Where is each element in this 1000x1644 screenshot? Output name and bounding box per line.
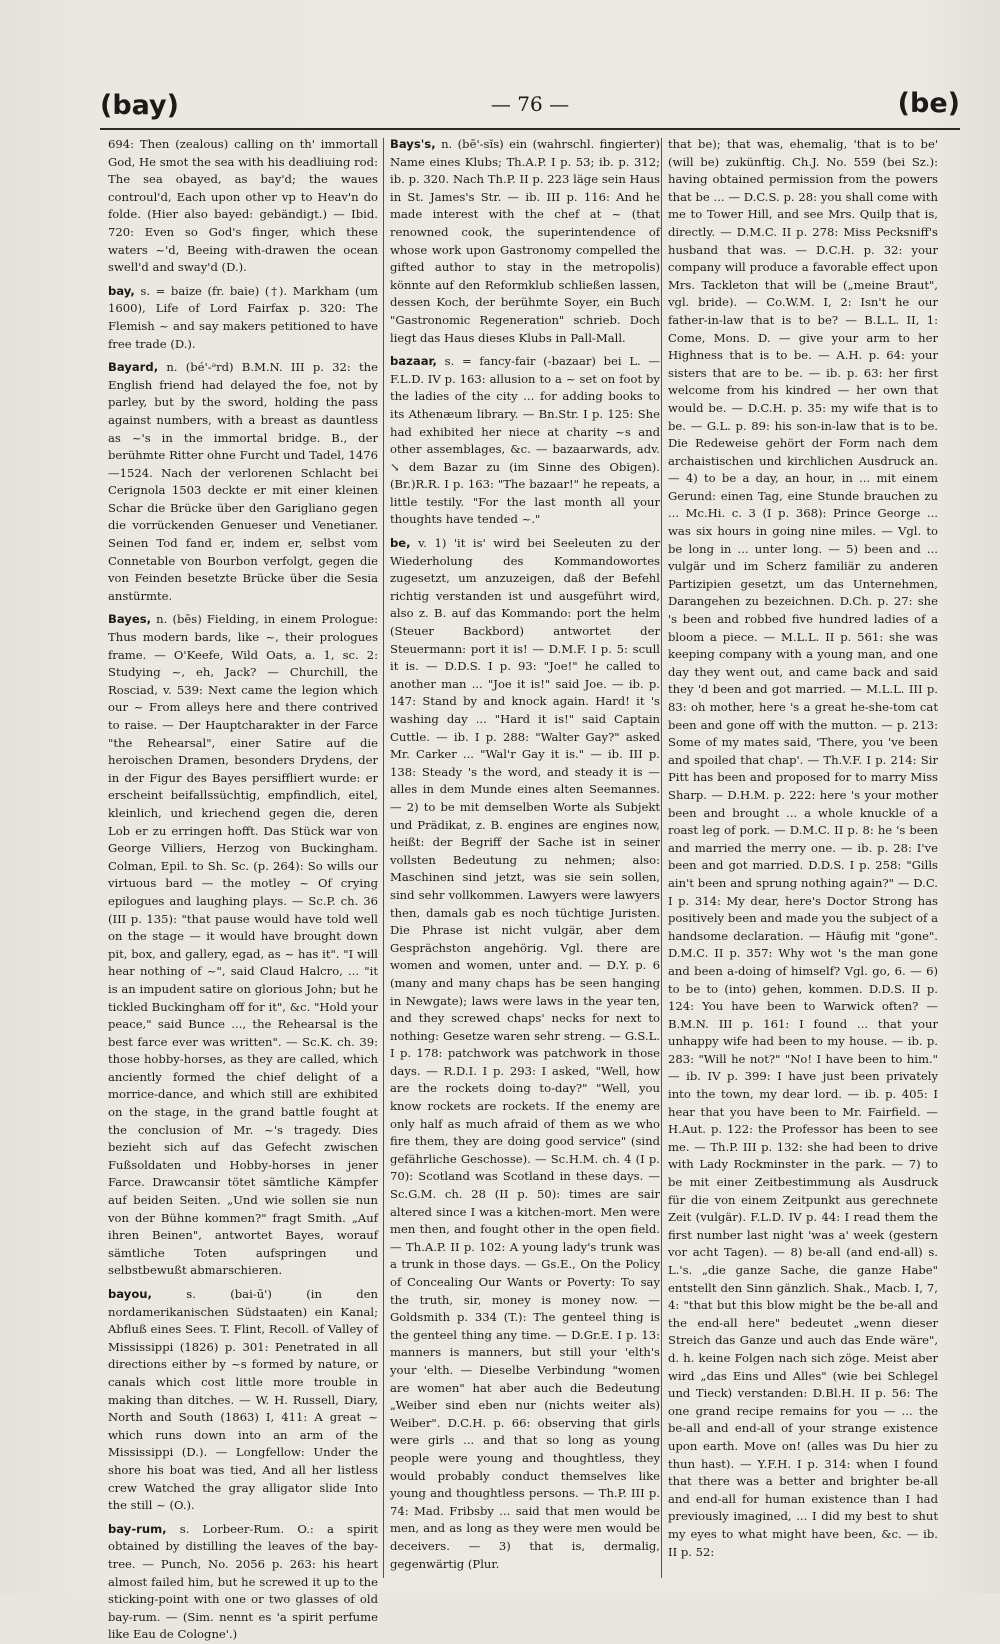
entry-headword: bay, <box>108 283 135 298</box>
entry-headword: bay-rum, <box>108 1521 167 1536</box>
dictionary-entry <box>108 359 378 605</box>
dictionary-entry <box>108 136 378 277</box>
running-head-left: (bay) <box>100 90 179 121</box>
dictionary-entry <box>390 353 660 529</box>
entry-headword: bayou, <box>108 1287 152 1301</box>
dictionary-entry <box>108 1286 378 1515</box>
dictionary-entry <box>390 535 660 1573</box>
column-divider <box>661 138 662 1578</box>
entry-headword: bazaar, <box>390 354 437 369</box>
entry-text: s. = fancy-fair (-bazaar) bei L. — F.L.D. IV p. 163: allusion to a ~ set on foot by the ladies of the city ... for adding books to its Athenæum library. — Bn.Str. I p. 125: She had exhibited her niece at charity ~s and other assemblages, &c. — bazaarwards, adv. ↘ dem Bazar zu (im Sinne des Obigen). (Br.)R.R. I p. 163: "The bazaar!" he repeats, a little testily. "For the last month all your thoughts have tended ~." <box>390 354 660 527</box>
column-1 <box>108 136 378 1642</box>
entry-headword: Bays's, <box>390 137 436 151</box>
entry-text: 694: Then (zealous) calling on th' immortall God, He smot the sea with his deadliuing rod: The sea obayed, as bay'd; the waues controul'd, Each upon other vp to Heav'n do folde. (Hier also bayed: gebändigt.) — Ibid. 720: Even so God's finger, which these waters ~'d, Beeing with-drawen the ocean swell'd and sway'd (D.). <box>108 137 378 275</box>
column-divider <box>383 138 384 1578</box>
page-header <box>100 82 960 130</box>
column-3 <box>668 136 938 1576</box>
page-number: — 76 — <box>490 92 570 116</box>
entry-text: s. = baize (fr. baie) (†). Markham (um 1600), Life of Lord Fairfax p. 320: The Flemish ~ and say makers petitioned to have free trade (D.). <box>108 283 378 351</box>
entry-text: n. (bē'-sĭs) ein (wahrschl. fingierter) Name eines Klubs; Th.A.P. I p. 53; ib. p. 312; ib. p. 320. Nach Th.P. II p. 223 läge sein Haus in St. James's Str. — ib. III p. 116: And he made interest with the chef at ~ (that renowned cook, the superintendence of whose work upon Gastronomy compelled the gifted author to stay in the metropolis) könnte auf den Reformklub schließen lassen, dessen Koch, der berühmte Soyer, ein Buch "Gastronomic Regeneration" schrieb. Doch liegt das Haus dieses Klubs in Pall-Mall. <box>390 137 660 345</box>
dictionary-entry <box>390 136 660 347</box>
dictionary-entry <box>108 1521 378 1644</box>
entry-headword: Bayard, <box>108 360 159 375</box>
entry-headword: be, <box>390 536 411 551</box>
entry-text: s. (bai-ū') (in den nordamerikanischen Südstaaten) ein Kanal; Abfluß eines Sees. T. Flint, Recoll. of Valley of Mississippi (1826) p. 301: Penetrated in all directions either by ~s formed by nature, or canals which cost little more trouble in making than ditches. — W. H. Russell, Diary, North and South (1863) I, 411: A great ~ which runs down into an arm of the Mississippi (D.). — Longfellow: Under the shore his boat was tied, And all her listless crew Watched the gray alligator slide Into the still ~ (O.). <box>108 1287 378 1513</box>
entry-text: s. Lorbeer-Rum. O.: a spirit obtained by distilling the leaves of the bay-tree. — Punch, No. 2056 p. 263: his heart almost failed him, but he screwed it up to the sticking-point with one or two glasses of old bay-rum. — (Sim. nennt es 'a spirit perfume like Eau de Cologne'.) <box>108 1521 378 1642</box>
dictionary-entry <box>108 611 378 1280</box>
entry-headword: Bayes, <box>108 612 152 627</box>
column-2 <box>390 136 660 1576</box>
entry-text: n. (bēs) Fielding, in einem Prologue: Thus modern bards, like ~, their prologues frame. — O'Keefe, Wild Oats, a. 1, sc. 2: Studying ~, eh, Jack? — Churchill, the Rosciad, v. 539: Next came the legion which our ~ From alleys here and there contrived to raise. — Der Hauptcharakter in der Farce "the Rehearsal", einer Satire auf die heroischen Dramen, besonders Drydens, der in der Figur des Bayes persiffliert wurde: er erscheint beifallssüchtig, empfindlich, eitel, kleinlich, und kriechend gegen die, deren Lob er zu erringen hofft. Das Stück war von George Villiers, Herzog von Buckingham. Colman, Epil. to Sh. Sc. (p. 264): So wills our virtuous bard — the motley ~ Of crying epilogues and laughing plays. — Sc.P. ch. 36 (III p. 135): "that pause would have told well on the stage — it would have brought down pit, box, and gallery, egad, as ~ has it". "I will hear nothing of ~", said Claud Halcro, ... "it is an impudent satire on glorious John; but he tickled Buckingham off for it", &c. "Hold your peace," said Bunce ..., the Rehearsal is the best farce ever was written". — Sc.K. ch. 39: those hobby-horses, as they are called, which anciently formed the chief delight of a morrice-dance, and which still are exhibited on the stage, in the grand battle fought at the conclusion of Mr. ~'s tragedy. Dies bezieht sich auf das Gefecht zwischen Fußsoldaten und Hobby-horses in jener Farce. Drawcansir tötet sämtliche Kämpfer auf beiden Seiten. „Und wie sollen sie nun von der Bühne kommen?" fragt Smith. „Auf ihren Beinen", antwortet Bayes, worauf sämtliche Toten aufspringen und selbstbewußt abmarschieren. <box>108 612 378 1278</box>
entry-text: that be); that was, ehemalig, 'that is to be' (will be) zukünftig. Ch.J. No. 559 (bei Sz.): having obtained permission from the powers that be ... — D.C.S. p. 28: you shall come with me to Tower Hill, and see Mrs. Quilp that is, directly. — D.M.C. II p. 278: Miss Pecksniff's husband that was. — D.C.H. p. 32: your company will produce a favorable effect upon Mrs. Tackleton that will be („meine Braut", vgl. bride). — Co.W.M. I, 2: Isn't he our father-in-law that is to be? — B.L.L. II, 1: Come, Mons. D. — give your arm to her Highness that is to be. — A.H. p. 64: your sisters that are to be. — ib. p. 63: her first welcome from his kindred — her own that would be. — D.C.H. p. 35: my wife that is to be. — G.L. p. 89: his son-in-law that is to be. Die Redeweise gehört der Form nach dem archaistischen und kirchlichen Ausdruck an. — 4) to be a day, an hour, in ... mit einem Gerund: einen Tag, eine Stunde brauchen zu ... Mc.Hi. c. 3 (I p. 368): Prince George ... was six hours in going nine miles. — Vgl. to be long in ... unter long. — 5) been and ... vulgär und im Scherz familiär zu anderen Partizipien gesetzt, um das Unternehmen, Darangehen zu bezeichnen. D.Ch. p. 27: she 's been and robbed five hundred ladies of a bloom a piece. — M.L.L. II p. 561: she was keeping company with a young man, and one day they went out, and came back and said they 'd been and got married. — M.L.L. III p. 83: oh mother, here 's a great he-she-tom cat been and gone off with the mutton. — p. 213: Some of my mates said, 'There, you 've been and spoiled that chap'. — Th.V.F. I p. 214: Sir Pitt has been and proposed for to marry Miss Sharp. — D.H.M. p. 222: here 's your mother been and brought ... a whole knuckle of a roast leg of pork. — D.M.C. II p. 8: he 's been and married the merry one. — ib. p. 28: I've been and got married. D.D.S. I p. 258: "Gills ain't been and sprung nothing again?" — D.C. I p. 314: My dear, here's Doctor Strong has positively been and made you the subject of a handsome declaration. — Häufig mit "gone". D.M.C. II p. 357: Why wot 's the man gone and been a-doing of himself? Vgl. go, 6. — 6) to be to (into) gehen, kommen. D.D.S. II p. 124: You have been to Warwick often? — B.M.N. III p. 161: I found ... that your unhappy wife had been to my house. — ib. p. 283: "Will he not?" "No! I have been to him." — ib. IV p. 399: I have just been privately into the town, my dear lord. — ib. p. 405: I hear that you have been to Mr. Fairfield. — H.Aut. p. 122: the Professor has been to see me. — Th.P. III p. 132: she had been to drive with Lady Rockminster in the park. — 7) to be mit einer Zeitbestimmung als Ausdruck für die von einem Zeitpunkt aus gerechnete Zeit (vulgär). F.L.D. IV p. 44: I read them the first number last night 'was a' week (gestern vor acht Tagen). — 8) be-all (and end-all) s. L.'s. „die ganze Sache, die ganze Habe" entstellt den Sinn gänzlich. Shak., Macb. I, 7, 4: "that but this blow might be the be-all and the end-all here" bedeutet „wenn dieser Streich das Ganze und auch das Ende wäre", d. h. keine Folgen nach sich zöge. Meist aber wird „das Eins und Alles" (wie bei Schlegel und Tieck) verstanden: D.Bl.H. II p. 56: The one grand recipe remains for you — ... the be-all and end-all of your strange existence upon earth. Move on! (alles was Du hier zu thun hast). — Y.F.H. I p. 314: when I found that there was a better and brighter be-all and end-all for human existence than I had previously imagined, ... I did my best to shut my eyes to what might have been, &c. — ib. II p. 52: <box>668 137 938 1559</box>
entry-text: v. 1) 'it is' wird bei Seeleuten zu der Wiederholung des Kommandowortes zugesetzt, um anzuzeigen, daß der Befehl richtig verstanden ist und ausgeführt wird, also z. B. auf das Kommando: port the helm (Steuer Backbord) antwortet der Steuermann: port it is! — D.M.F. I p. 5: scull it is. — D.D.S. I p. 93: "Joe!" he called to another man ... "Joe it is!" said Joe. — ib. p. 147: Stand by and knock again. Hard! it 's washing day ... "Hard it is!" said Captain Cuttle. — ib. I p. 288: "Walter Gay?" asked Mr. Carker ... "Wal'r Gay it is." — ib. III p. 138: Steady 's the word, and steady it is — alles in dem Munde eines alten Seemannes. — 2) to be mit demselben Worte als Subjekt und Prädikat, z. B. engines are engines now, heißt: der Begriff der Sache ist in seiner vollsten Bedeutung zu nehmen; also: Maschinen sind jetzt, was sie sein sollen, sind sehr vollkommen. Lawyers were lawyers then, damals gab es noch tüchtige Juristen. Die Phrase ist nicht vulgär, aber dem Gesprächston angehörig. Vgl. there are women and women, unter and. — D.Y. p. 6 (many and many chaps has be seen hanging in Newgate); laws were laws in the year ten, and they screwed chaps' necks for next to nothing: Gesetze waren sehr streng. — G.S.L. I p. 178: patchwork was patchwork in those days. — R.D.I. I p. 293: I asked, "Well, how are the rockets doing to-day?" "Well, you know rockets are rockets. If the enemy are only half as much afraid of them as we who fire them, they are doing good service" (sind gefährliche Geschosse). — Sc.H.M. ch. 4 (I p. 70): Scotland was Scotland in these days. — Sc.G.M. ch. 28 (II p. 50): times are sair altered since I was a kitchen-mort. Men were men then, and fought other in the open field. — Th.A.P. II p. 102: A young lady's trunk was a trunk in those days. — Gs.E., On the Policy of Concealing Our Wants or Poverty: To say the truth, sir, money is money now. — Goldsmith p. 334 (T.): The genteel thing is the genteel thing any time. — D.Gr.E. I p. 13: manners is manners, but still your 'elth's your 'elth. — Dieselbe Verbindung "women are women" hat aber auch die Bedeutung „Weiber sind eben nur (nichts weiter als) Weiber". D.C.H. p. 66: observing that girls were girls ... and that so long as young people were young and thoughtless, they would probably conduct themselves like young and thoughtless persons. — Th.P. III p. 74: Mad. Fribsby ... said that men would be men, and as long as they were men would be deceivers. — 3) that is, dermalig, gegenwärtig (Plur. <box>390 536 660 1571</box>
running-head-right: (be) <box>897 88 960 119</box>
dictionary-entry <box>668 136 938 1561</box>
entry-text: n. (bé'-ᵊrd) B.M.N. III p. 32: the English friend had delayed the foe, not by parley, but by the sword, holding the pass against numbers, with a breast as dauntless as ~'s in the immortal bridge. B., der berühmte Ritter ohne Furcht und Tadel, 1476—1524. Nach der verlorenen Schlacht bei Cerignola 1503 deckte er mit einer kleinen Schar die Brücke über den Garigliano gegen die vorrückenden Genueser und Venetianer. Seinen Tod fand er, indem er, selbst vom Connetable von Bourbon verfolgt, gegen die von Feinden besetzte Brücke über die Sesia anstürmte. <box>108 360 378 603</box>
dictionary-entry <box>108 283 378 353</box>
